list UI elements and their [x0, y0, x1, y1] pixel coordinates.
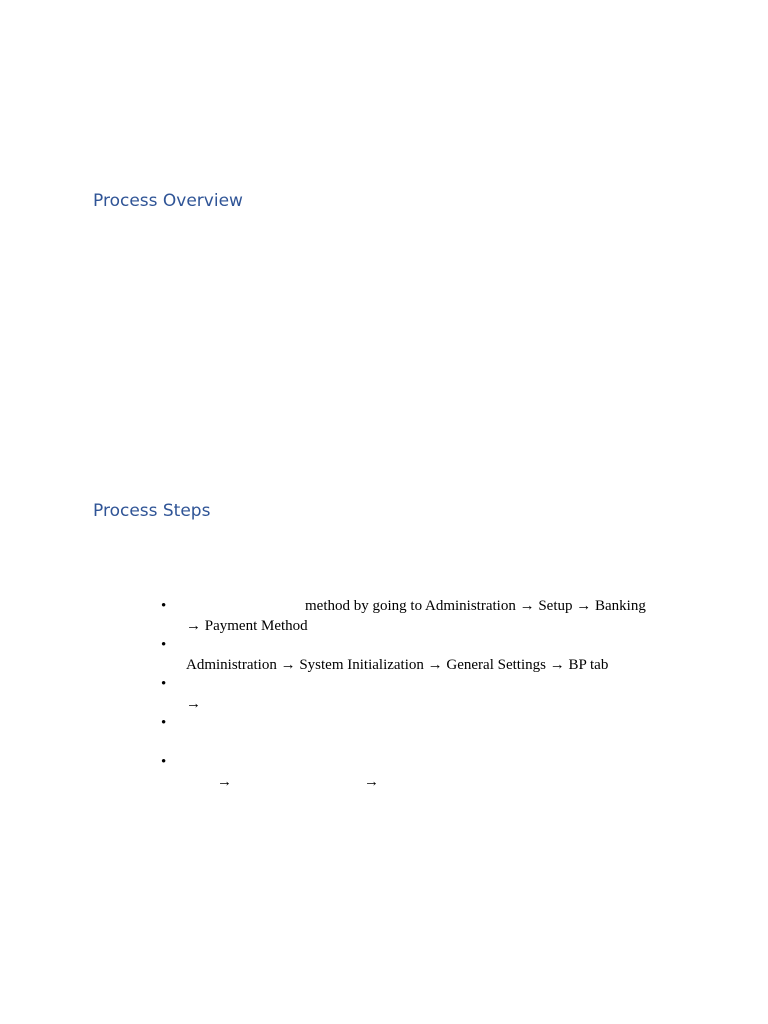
bullet-marker: • — [161, 754, 167, 770]
list-item — [161, 597, 668, 636]
step-1-line-1 — [186, 597, 668, 617]
step-2-line-2: Administration → System Initialization → General Settings → BP tab — [186, 656, 609, 673]
step-1-text: method by going to Administration → Setup → Banking — [305, 598, 646, 614]
step-5-line-2 — [186, 773, 668, 793]
bullet-marker: • — [161, 637, 167, 653]
bullet-marker: • — [161, 715, 167, 731]
process-steps-heading: Process Steps — [93, 501, 211, 521]
list-item — [161, 714, 668, 753]
step-5-line-1 — [186, 753, 668, 773]
bullet-marker: • — [161, 676, 167, 692]
step-4-line-1 — [186, 714, 668, 734]
process-steps-list — [161, 597, 668, 792]
list-item — [161, 675, 668, 714]
step-5-arrow-2: → — [364, 773, 379, 790]
step-3-line-2: → — [186, 695, 201, 712]
process-overview-heading: Process Overview — [93, 191, 243, 211]
step-4-line-2 — [186, 734, 668, 754]
list-item — [161, 753, 668, 792]
step-5-arrow-1: → — [217, 773, 232, 790]
step-3-line-1 — [186, 675, 668, 695]
bullet-marker: • — [161, 598, 167, 614]
step-1-line-2: → Payment Method — [186, 617, 308, 634]
step-2-line-1 — [186, 636, 668, 656]
list-item — [161, 636, 668, 675]
